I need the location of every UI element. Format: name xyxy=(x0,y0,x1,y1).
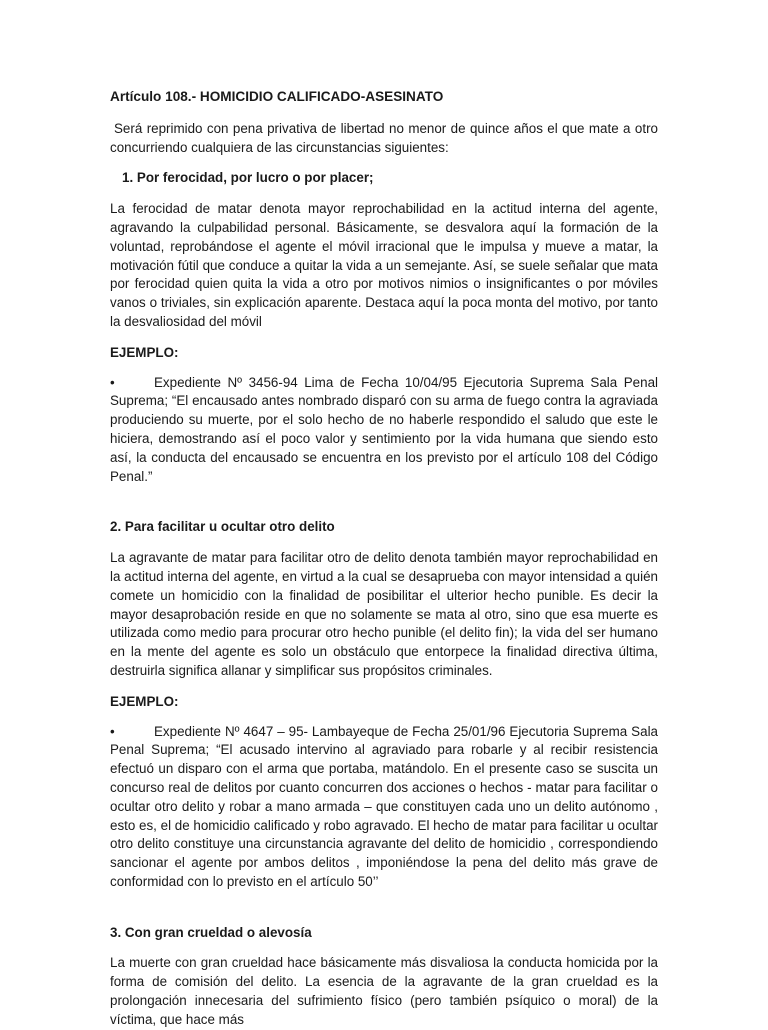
article-intro: Será reprimido con pena privativa de libertad no menor de quince años el que mate a otro concurriendo cualquiera de las circunstancias siguientes: xyxy=(110,120,658,155)
section-1-example-text: Expediente Nº 3456-94 Lima de Fecha 10/04/95 Ejecutoria Suprema Sala Penal Suprema; “El encausado antes nombrado disparó con su arma de fuego contra la agraviada produciendo su muerte, por el solo hecho de no haberle respondido el saludo que este le hiciera, demostrando así el poco valor y sentimiento por la vida humana que siendo esto así, la conducta del encausado se encuentra en los previsto por el artículo 108 del Código Penal.” xyxy=(110,374,658,484)
section-2-example-label: EJEMPLO: xyxy=(110,693,179,709)
article-title: Artículo 108.- HOMICIDIO CALIFICADO-ASESINATO xyxy=(110,89,444,104)
section-1-body: La ferocidad de matar denota mayor reprochabilidad en la actitud interna del agente, agravando la culpabilidad personal. Básicamente, se desvalora aquí la formación de la voluntad, reprobándose el agente el móvil irracional que le impulsa y mueve a matar, la motivación fútil que conduce a quitar la vida a un semejante. Así, se suele señalar que mata por ferocidad quien quita la vida a otro por motivos nimios o insignificantes o por móviles vanos o triviales, sin explicación aparente. Destaca aquí la poca monta del motivo, por tanto la desvaliosidad del móvil xyxy=(110,201,658,329)
section-3-body: La muerte con gran crueldad hace básicamente más disvaliosa la conducta homicida por la forma de comisión del delito. La esencia de la agravante de la gran crueldad es la prolongación innecesaria del sufrimiento físico (pero también psíquico o moral) de la víctima, que hace más xyxy=(110,955,658,1027)
section-1-example-label: EJEMPLO: xyxy=(110,344,179,360)
section-1-heading: 1. Por ferocidad, por lucro o por placer; xyxy=(122,170,374,186)
section-2-heading: 2. Para facilitar u ocultar otro delito xyxy=(110,519,335,535)
bullet-icon: • xyxy=(110,723,115,739)
section-2-example-text: Expediente Nº 4647 – 95- Lambayeque de Fecha 25/01/96 Ejecutoria Suprema Sala Penal Suprema; “El acusado intervino al agraviado para robarle y al recibir resistencia efectuó un disparo con el arma que portaba, matándolo. En el presente caso se suscita un concurso real de delitos por cuanto concurren dos acciones o hechos - matar para facilitar o ocultar otro delito y robar a mano armada – que constituyen cada uno un delito autónomo , esto es, el de homicidio calificado y robo agravado. El hecho de matar para facilitar u ocultar otro delito constituye una circunstancia agravante del delito de homicidio , correspondiendo sancionar el agente por ambos delitos , imponiéndose la pena del delito más grave de conformidad con lo previsto en el artículo 50’’ xyxy=(110,723,658,889)
bullet-icon: • xyxy=(110,374,115,390)
section-2-example xyxy=(110,723,658,892)
section-3-heading: 3. Con gran crueldad o alevosía xyxy=(110,924,312,940)
section-1-example xyxy=(110,374,658,487)
section-2-body: La agravante de matar para facilitar otro de delito denota también mayor reprochabilidad en la actitud interna del agente, en virtud a la cual se desaprueba con mayor intensidad a quién comete un homicidio con la finalidad de posibilitar el ulterior hecho punible. Es decir la mayor desaprobación reside en que no solamente se mata al otro, sino que esa muerte es utilizada como medio para procurar otro hecho punible (el delito fin); la vida del ser humano en la mente del agente es solo un obstáculo que entorpece la finalidad directiva última, destruirla significa allanar y simplificar sus propósitos criminales. xyxy=(110,550,658,678)
